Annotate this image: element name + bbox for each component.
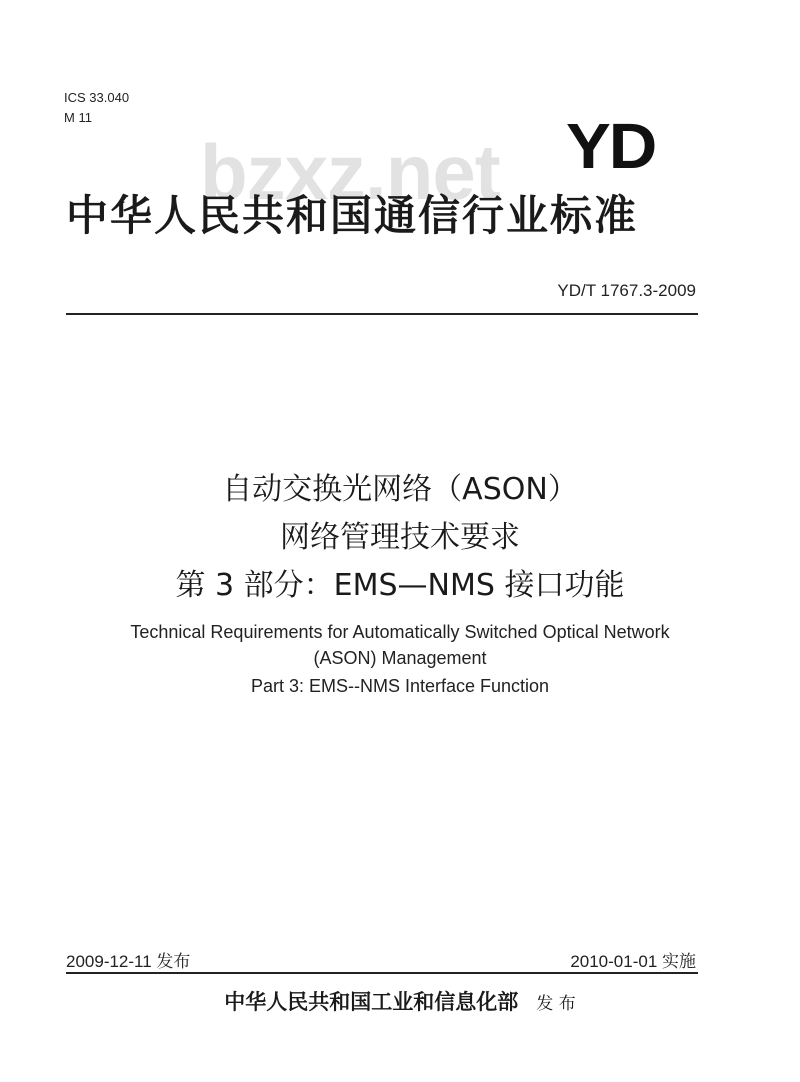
footer-divider — [66, 972, 698, 974]
ics-code: ICS 33.040 — [64, 90, 130, 105]
standard-number: YD/T 1767.3-2009 — [557, 281, 696, 300]
publisher — [0, 986, 800, 1016]
publisher-action: 发 布 — [536, 994, 576, 1014]
title-en-line2: (ASON) Management — [313, 648, 487, 668]
title-zh-line2: 网络管理技术要求 — [280, 520, 520, 555]
publish-date: 2009-12-11 发布 — [66, 952, 191, 971]
ccs-code: M 11 — [64, 110, 92, 125]
standard-title: 中华人民共和国通信行业标准 — [66, 191, 639, 240]
title-en-line1: Technical Requirements for Automatically Switched Optical Network — [130, 622, 670, 642]
implement-date: 2010-01-01 实施 — [570, 952, 696, 971]
title-zh-line1: 自动交换光网络（ASON） — [222, 472, 578, 507]
watermark: bzxz.net — [200, 128, 500, 216]
title-zh-line3: 第 3 部分：EMS—NMS 接口功能 — [175, 568, 625, 603]
yd-logo: YD — [566, 110, 656, 182]
title-en-line3: Part 3: EMS--NMS Interface Function — [250, 676, 550, 696]
header-divider — [66, 313, 698, 315]
publisher-name: 中华人民共和国工业和信息化部 — [224, 990, 519, 1014]
